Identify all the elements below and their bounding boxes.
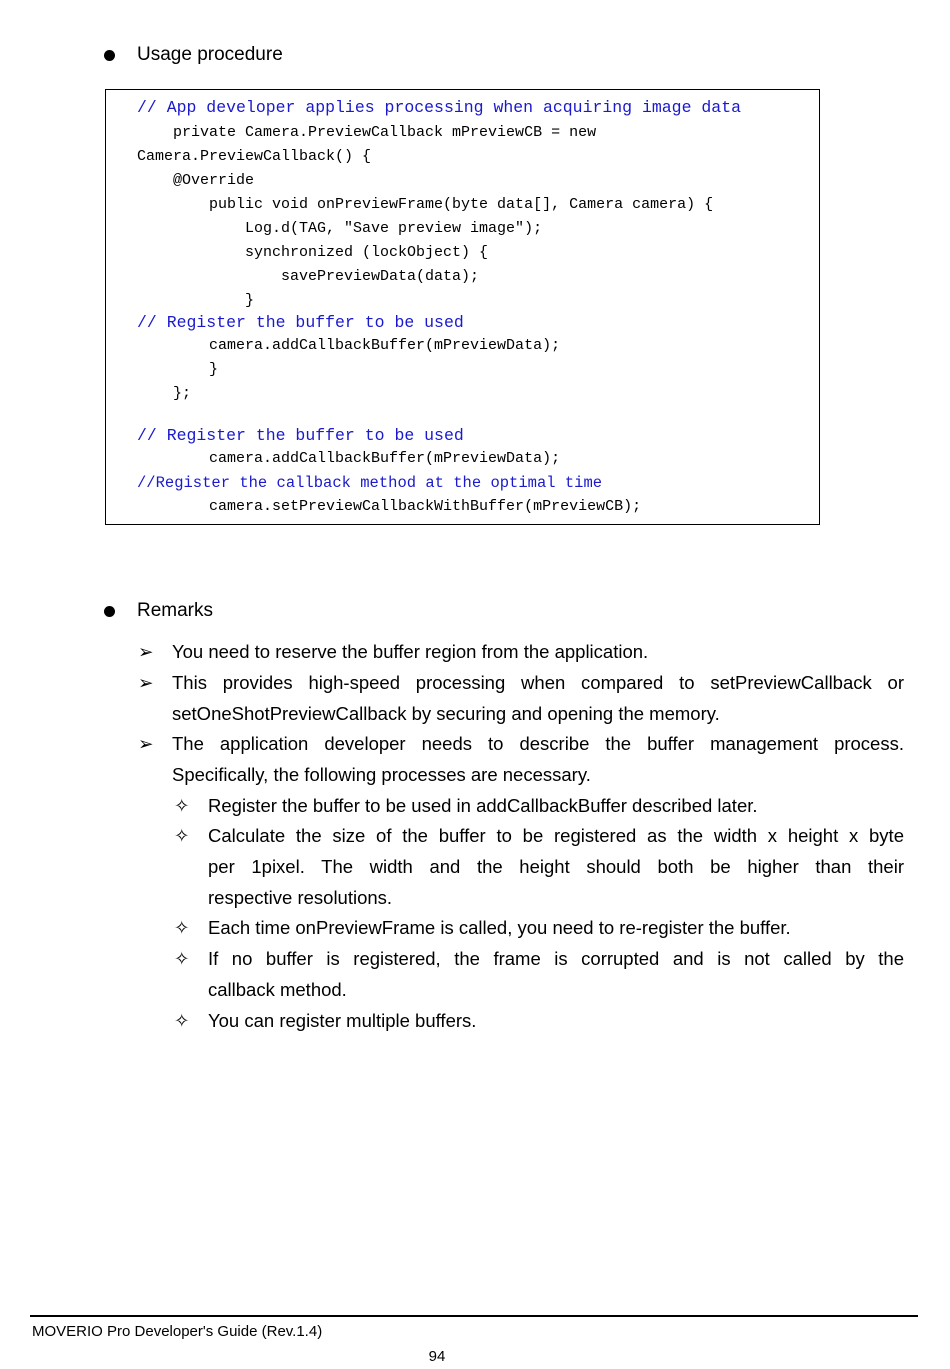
remark-item: [138, 636, 904, 667]
remark-text: You need to reserve the buffer region from the application.: [172, 641, 649, 662]
sub-remark-item: [174, 943, 904, 1005]
diamond-bullet-icon: ✧: [174, 1010, 190, 1031]
code-line: camera.addCallbackBuffer(mPreviewData);: [137, 450, 561, 467]
remark-item: [138, 728, 904, 790]
sub-remark-text: Register the buffer to be used in addCallbackBuffer described later.: [208, 795, 758, 816]
diamond-bullet-icon: ✧: [174, 825, 190, 846]
code-comment: // App developer applies processing when acquiring image data: [137, 98, 741, 117]
code-block: [105, 89, 820, 525]
sub-remark-item: [174, 912, 904, 943]
remarks-heading: [104, 600, 213, 622]
code-line: @Override: [137, 172, 255, 189]
code-line: }: [137, 292, 255, 309]
bullet-dot-icon: [104, 606, 115, 617]
sub-remark-text: Calculate the size of the buffer to be registered as the width x height x byte: [208, 825, 904, 846]
sub-remark-text: Each time onPreviewFrame is called, you need to re-register the buffer.: [208, 917, 791, 938]
code-comment: // Register the buffer to be used: [137, 313, 464, 332]
code-line: };: [137, 385, 192, 402]
arrow-bullet-icon: ➢: [138, 672, 154, 693]
bullet-dot-icon: [104, 50, 115, 61]
usage-procedure-heading: [104, 44, 283, 66]
code-line: synchronized (lockObject) {: [137, 244, 489, 261]
code-line: savePreviewData(data);: [137, 268, 480, 285]
remark-text: Specifically, the following processes are necessary.: [172, 764, 591, 785]
diamond-bullet-icon: ✧: [174, 795, 190, 816]
sub-remark-text: per 1pixel. The width and the height should both be higher than their: [208, 856, 904, 877]
sub-remark-item: [174, 820, 904, 913]
arrow-bullet-icon: ➢: [138, 641, 154, 662]
sub-remark-item: [174, 1005, 904, 1036]
page-number: 94: [428, 1348, 446, 1365]
remarks-label: Remarks: [137, 600, 214, 621]
code-line: public void onPreviewFrame(byte data[], Camera camera) {: [137, 196, 714, 213]
code-line: camera.setPreviewCallbackWithBuffer(mPreviewCB);: [137, 498, 642, 515]
footer-divider: [30, 1315, 918, 1317]
code-line: camera.addCallbackBuffer(mPreviewData);: [137, 337, 561, 354]
sub-remark-text: You can register multiple buffers.: [208, 1010, 477, 1031]
remark-text: This provides high-speed processing when compared to setPreviewCallback or: [172, 672, 904, 693]
remark-text: setOneShotPreviewCallback by securing and opening the memory.: [172, 703, 720, 724]
remark-text: The application developer needs to describe the buffer management process.: [172, 733, 904, 754]
code-comment: // Register the buffer to be used: [137, 426, 464, 445]
sub-remark-text: respective resolutions.: [208, 887, 393, 908]
sub-remark-text: callback method.: [208, 979, 347, 1000]
remark-item: [138, 667, 904, 729]
usage-procedure-label: Usage procedure: [137, 44, 283, 65]
footer-title: MOVERIO Pro Developer's Guide (Rev.1.4): [32, 1323, 323, 1340]
code-line: Camera.PreviewCallback() {: [137, 148, 372, 165]
diamond-bullet-icon: ✧: [174, 917, 190, 938]
code-line: private Camera.PreviewCallback mPreviewCB = new: [137, 124, 597, 141]
diamond-bullet-icon: ✧: [174, 948, 190, 969]
sub-remark-item: [174, 790, 904, 821]
code-line: }: [137, 361, 219, 378]
code-line: Log.d(TAG, "Save preview image");: [137, 220, 543, 237]
arrow-bullet-icon: ➢: [138, 733, 154, 754]
code-comment: //Register the callback method at the optimal time: [137, 474, 603, 492]
sub-remark-text: If no buffer is registered, the frame is corrupted and is not called by the: [208, 948, 904, 969]
